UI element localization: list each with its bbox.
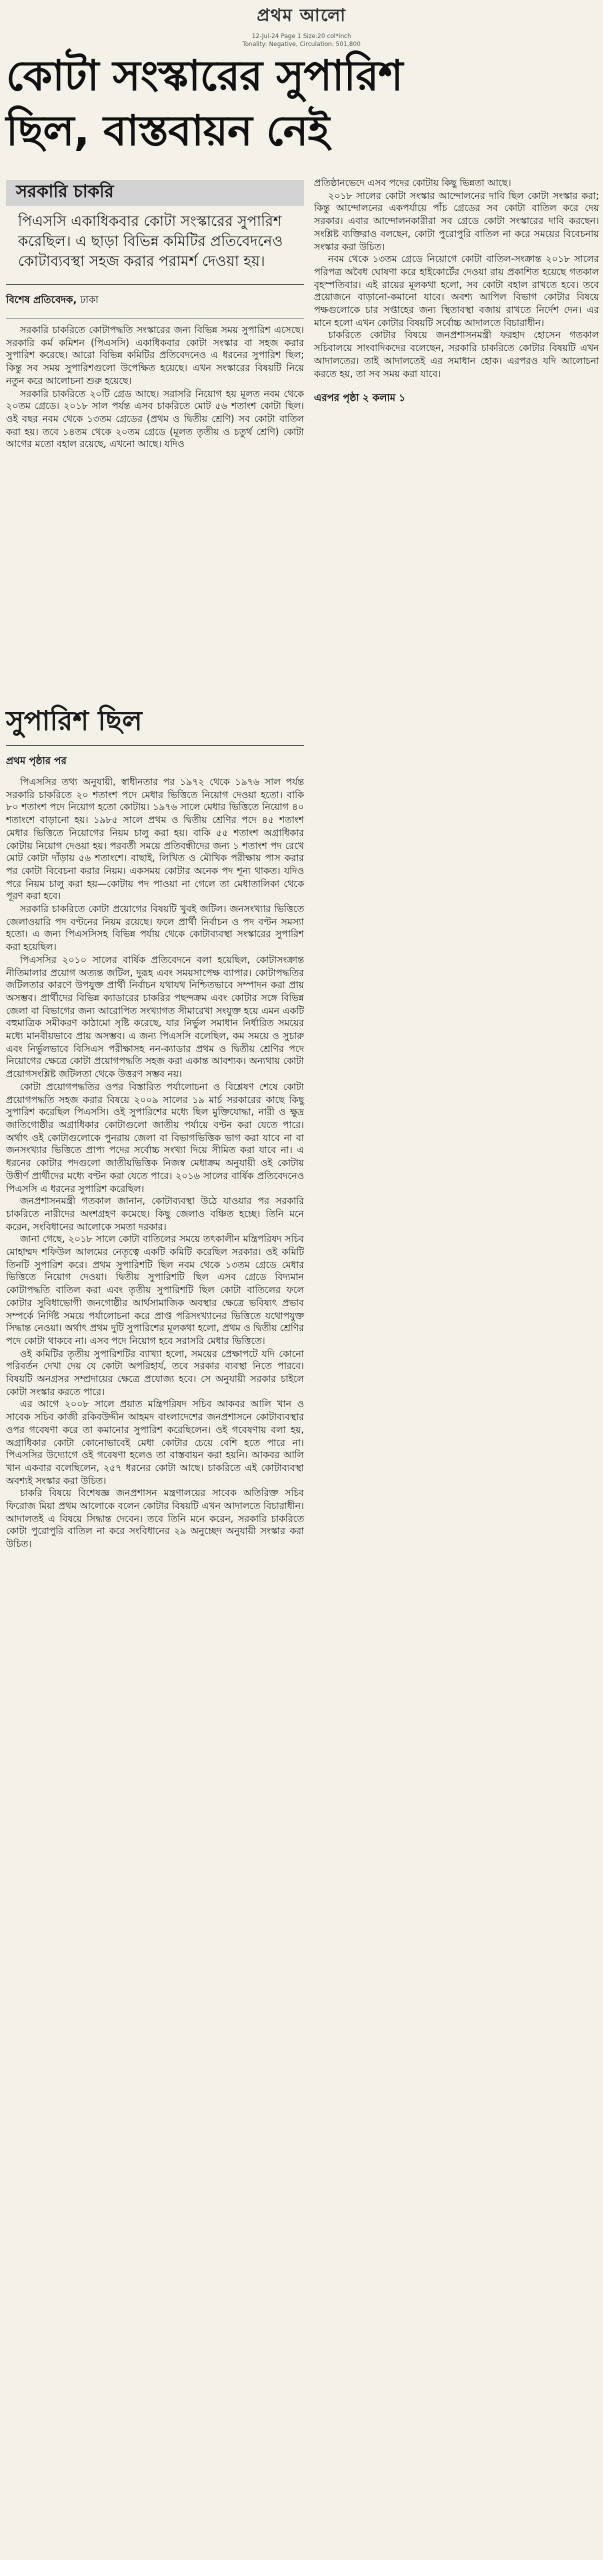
paragraph: এর আগে ২০০৮ সালে প্রয়াত মন্ত্রিপরিষদ সচিব আকবর আলি খান ও সাবেক সচিব কাজী রকিবউদ্দীন আহমদ বাংলাদেশের জনপ্রশাসনে কোটাব্যবস্থার ওপর গবেষণা করে তা কমানোর সুপারিশ করেছিলেন। ওই গবেষণায় বলা হয়, অগ্রাধিকার কোটা কোনোভাবেই মেধা কোটার চেয়ে বেশি হতে পারে না। পিএসসির উদ্যোগে ওই গবেষণা হলেও তা বাস্তবায়ন করা হয়নি। আকবর আলি খান একবার বলেছিলেন, ২৫৭ ধরনের কোটা আছে। চাকরিতে এই কোটাব্যবস্থা অবশ্যই সংস্কার করা উচিত। <box>6 1399 304 1487</box>
continued-on-page: এরপর পৃষ্ঠা ২ কলাম ১ <box>314 393 406 405</box>
left-column <box>6 180 304 452</box>
article-headline <box>6 48 598 158</box>
newspaper-logo: প্রথম আলো <box>256 6 347 26</box>
continuation-section <box>6 705 304 1552</box>
paragraph: পিএসসির তথ্য অনুযায়ী, স্বাধীনতার পর ১৯৭২ থেকে ১৯৭৬ সাল পর্যন্ত সরকারি চাকরিতে ২০ শতাংশ পদে মেধার ভিত্তিতে নিয়োগ দেওয়া হতো। বাকি ৮০ শতাংশ পদে নিয়োগ হতো কোটায়। ১৯৭৬ সালে মেধার ভিত্তিতে নিয়োগ ৪০ শতাংশে বাড়ানো হয়। ১৯৮৫ সালে প্রথম ও দ্বিতীয় শ্রেণির পদে ৪৫ শতাংশ মেধার ভিত্তিতে নিয়োগের নিয়ম চালু করা হয়। বাকি ৫৫ শতাংশ অগ্রাধিকার কোটায় নিয়োগ দেওয়া হয়। পরবর্তী সময়ে প্রতিবন্ধীদের জন্য ১ শতাংশ পদ রেখে মোট কোটা দাঁড়ায় ৫৬ শতাংশে। বাছাই, লিখিত ও মৌখিক পরীক্ষায় পাস করার পর কোটা বিবেচনা করার নিয়ম। একসময় কোটার অনেক পদ শূন্য থাকত। যদিও পরে নিয়ম চালু করা হয়—কোটায় পদ পাওয়া না গেলে তা মেধাতালিকা থেকে পূরণ করা হবে। <box>6 777 304 903</box>
paragraph: সরকারি চাকরিতে কোটাপদ্ধতি সংস্কারের জন্য বিভিন্ন সময় সুপারিশ এসেছে। সরকারি কর্ম কমিশন (পিএসসি) একাধিকবার কোটা সংস্কার বা সহজ করার সুপারিশ করেছে। আরো বিভিন্ন কমিটির প্রতিবেদনেও এ ধরনের সুপারিশ ছিল; কিন্তু সব সময় সুপারিশগুলো উপেক্ষিত হয়েছে। এখন সংস্কারের বিষয়টি নিয়ে নতুন করে আলোচনা শুরু হয়েছে। <box>6 325 304 387</box>
article-deck: পিএসসি একাধিকবার কোটা সংস্কারের সুপারিশ করেছিল। এ ছাড়া বিভিন্ন কমিটির প্রতিবেদনেও কোটাব্যবস্থা সহজ করার পরামর্শ দেওয়া হয়। <box>18 214 283 270</box>
byline-place: ঢাকা <box>76 295 99 306</box>
continuation-body <box>6 777 304 1552</box>
paragraph: কোটা প্রয়োগপদ্ধতির ওপর বিস্তারিত পর্যালোচনা ও বিশ্লেষণ শেষে কোটা প্রয়োগপদ্ধতি সহজ করার বিষয়ে ২০০৯ সালের ১৯ মার্চ সরকারের কাছে কিছু সুপারিশ করেছিল পিএসসি। ওই সুপারিশের মধ্যে ছিল মুক্তিযোদ্ধা, নারী ও ক্ষুদ্র জাতিগোষ্ঠীর অগ্রাধিকার কোটাগুলো জাতীয় পর্যায়ে বণ্টন করা যেতে পারে। অর্থাৎ ওই কোটাগুলোকে পুনরায় জেলা বা বিভাগভিত্তিক ভাগ করা যাবে না বা জনসংখ্যার ভিত্তিতে প্রাপ্য পদের সর্বোচ্চ সংখ্যা দিয়ে সীমিত করা যাবে না। এ ধরনের কোটার পদগুলো জাতীয়ভিত্তিক নিজস্ব মেধাক্রম অনুযায়ী ওই কোটায় উত্তীর্ণ প্রার্থীদের মধ্যে বণ্টন করা যেতে পারে। ২০১৬ সালের বার্ষিক প্রতিবেদনেও পিএসসি এ ধরনের সুপারিশ করেছিল। <box>6 1081 304 1195</box>
paragraph: নবম থেকে ১৩তম গ্রেডে নিয়োগে কোটা বাতিল-সংক্রান্ত ২০১৮ সালের পরিপত্র অবৈধ ঘোষণা করে হাইকোর্টের দেওয়া রায় প্রকাশিত হয়েছে গতকাল বৃহস্পতিবার। এই রায়ের মূলকথা হলো, সব কোটা বহাল রাখতে হবে। তবে প্রয়োজনে বাড়ানো-কমানো যাবে। অবশ্য আপিল বিভাগ কোটার বিষয়ে পক্ষগুলোকে চার সপ্তাহের জন্য স্থিতাবস্থা বজায় রাখতে নির্দেশ দেন। এর মানে হলো এখন কোটার বিষয়টি সর্বোচ্চ আদালতে বিচারাধীন। <box>314 254 599 329</box>
kicker-box <box>6 180 304 206</box>
paragraph: জানা গেছে, ২০১৮ সালে কোটা বাতিলের সময়ে তৎকালীন মন্ত্রিপরিষদ সচিব মোহাম্মদ শফিউল আলমের নেতৃত্বে একটি কমিটি করেছিল সরকার। ওই কমিটি তিনটি সুপারিশ করে। প্রথম সুপারিশটি ছিল নবম থেকে ১৩তম গ্রেডে মেধার ভিত্তিতে নিয়োগ দেওয়া। দ্বিতীয় সুপারিশটি ছিল এসব গ্রেডে বিদ্যমান কোটাপদ্ধতি বাতিল করা এবং তৃতীয় সুপারিশটি ছিল কোটা বাতিলের ফলে কোটার সুবিধাভোগী জনগোষ্ঠীর আর্থসামাজিক অবস্থার ক্ষেত্রে ভবিষ্যৎ প্রভাব সম্পর্কে নির্দিষ্ট সময়ে পর্যালোচনা করে প্রাপ্ত পরিসংখ্যানের ভিত্তিতে যথোপযুক্ত সিদ্ধান্ত নেওয়া। অর্থাৎ প্রথম দুটি সুপারিশের মূলকথা হলো, প্রথম ও দ্বিতীয় শ্রেণির পদে কোটা থাকবে না। এসব পদে নিয়োগ হবে সরাসরি মেধার ভিত্তিতে। <box>6 1234 304 1347</box>
byline-divider <box>6 318 304 319</box>
paragraph: ওই কমিটির তৃতীয় সুপারিশটির ব্যাখ্যা হলো, সময়ের প্রেক্ষাপটে যদি কোনো পরিবর্তন দেখা দেয় যে কোটা অপরিহার্য, তবে সরকার ব্যবস্থা নিতে পারবে। বিষয়টি অনগ্রসর সম্প্রদায়ের ক্ষেত্রে প্রযোজ্য হবে। সে অনুযায়ী সরকার চাইলে কোটা সংস্কার করতে পারে। <box>6 1348 304 1398</box>
paragraph: পিএসসির ২০১০ সালের বার্ষিক প্রতিবেদনে বলা হয়েছিল, কোটাসংক্রান্ত নীতিমালার প্রয়োগ অত্যন্ত জটিল, দুরূহ এবং সময়সাপেক্ষ ব্যাপার। কোটাপদ্ধতির জটিলতার কারণে উপযুক্ত প্রার্থী নির্বাচন যথাযথ নিশ্চিতভাবে সম্পাদন করা প্রায় অসম্ভব। প্রার্থীদের বিভিন্ন ক্যাডারের চাকরির পছন্দক্রম এবং কোটার সঙ্গে বিভিন্ন জেলা বা বিভাগের জন্য আরোপিত সংখ্যাগত সীমারেখা সংযুক্ত হয়ে এমন একটি বহুমাত্রিক সমীকরণ কাঠামো সৃষ্টি করেছে, যার নির্ভুল সমাধান নির্ধারিত সময়ের মধ্যে মানবীয়ভাবে প্রায় অসম্ভব। এ জন্য পিএসসি বলেছিল, কম সময়ে ও সুচারু এবং নির্ভুলভাবে বিসিএস পরীক্ষাসহ নন-ক্যাডার প্রথম ও দ্বিতীয় শ্রেণির পদে নিয়োগের ক্ষেত্রে কোটা প্রয়োগপদ্ধতি সহজ করা একান্ত আবশ্যক। অন্যথায় কোটা প্রয়োগসংশ্লিষ্ট জটিলতা থেকে উত্তরণ সম্ভব নয়। <box>6 954 304 1081</box>
paragraph: প্রতিষ্ঠানভেদে এসব পদের কোটায় কিছু ভিন্নতা আছে। <box>314 178 512 189</box>
byline <box>6 293 304 310</box>
right-column <box>314 178 599 408</box>
paragraph: জনপ্রশাসনমন্ত্রী গতকাল জানান, কোটাব্যবস্থা উঠে যাওয়ার পর সরকারি চাকরিতে নারীদের অংশগ্রহণ কমেছে। কিছু জেলাও বঞ্চিত হচ্ছে। তিনি মনে করেন, সংবিধানের আলোকে সমতা দরকার। <box>6 1196 304 1233</box>
continuation-title: সুপারিশ ছিল <box>6 706 143 737</box>
paragraph: সরকারি চাকরিতে ২০টি গ্রেড আছে। সরাসরি নিয়োগ হয় মূলত নবম থেকে ২০তম গ্রেডে। ২০১৮ সাল পর্যন্ত এসব চাকরিতে মোট ৫৬ শতাংশ কোটা ছিল। ওই বছর নবম থেকে ১৩তম গ্রেডের (প্রথম ও দ্বিতীয় শ্রেণি) সব কোটা বাতিল করা হয়। তবে ১৪তম থেকে ২০তম গ্রেডে (মূলত তৃতীয় ও চতুর্থ শ্রেণি) কোটা আগের মতো বহাল রয়েছে, এখনো আছে। যদিও <box>6 388 304 451</box>
right-body <box>314 178 599 381</box>
continued-from-page: প্রথম পৃষ্ঠার পর <box>6 756 67 767</box>
continuation-divider <box>6 745 304 746</box>
paragraph: চাকরি বিষয়ে বিশেষজ্ঞ জনপ্রশাসন মন্ত্রণালয়ের সাবেক অতিরিক্ত সচিব ফিরোজ মিয়া প্রথম আলোকে বলেন কোটার বিষয়টি এখন আদালতে বিচারাধীন। আদালতই এ বিষয়ে সিদ্ধান্ত দেবেন। তবে তিনি মনে করেন, সরকারি চাকরিতে কোটা পুরোপুরি বাতিল না করে সংবিধানের ২৯ অনুচ্ছেদ অনুযায়ী সংস্কার করা উচিত। <box>6 1488 304 1551</box>
paragraph: সরকারি চাকরিতে কোটা প্রয়োগের বিষয়টি খুবই জটিল। জনসংখ্যার ভিত্তিতে জেলাওয়ারি পদ বণ্টনের নিয়ম রয়েছে। ফলে প্রার্থী নির্বাচন ও পদ বণ্টন সমস্যা হতো। এ জন্য পিএসসিসহ বিভিন্ন পর্যায় থেকে কোটাব্যবস্থা সংস্কারের সুপারিশ করা হয়েছিল। <box>6 904 304 954</box>
left-body <box>6 325 304 452</box>
headline-line-2: ছিল, বাস্তবায়ন নেই <box>6 106 330 155</box>
paragraph: ২০১৮ সালের কোটা সংস্কার আন্দোলনের দাবি ছিল কোটা সংস্কার করা; কিন্তু আন্দোলনের একপর্যায়ে পাঁচ গ্রেডের সব কোটা বাতিল করে দেয় সরকার। এবার আন্দোলনকারীরা সব গ্রেডে কোটা সংস্কারের দাবি করছেন। সংশ্লিষ্ট ব্যক্তিরাও বলছেন, কোটা পুরোপুরি বাতিল না করে সময়ের বিবেচনায় সংস্কার করা উচিত। <box>314 190 599 253</box>
headline-line-1: কোটা সংস্কারের সুপারিশ <box>6 51 403 100</box>
deck-divider <box>6 284 304 285</box>
clipping-meta <box>0 33 603 48</box>
clipping-circulation: Tonality: Negative, Circulation: 501,800 <box>242 40 361 48</box>
clipping-date-page: 12-Jul-24 Page 1 Size:20 col*inch <box>251 33 352 40</box>
paragraph: চাকরিতে কোটার বিষয়ে জনপ্রশাসনমন্ত্রী ফরহাদ হোসেন গতকাল সচিবালয়ে সাংবাদিকদের বলেছেন, সরকারি চাকরিতে কোটার বিষয়টি এখন আদালতের। তাই আদালতেই এর সমাধান হোক। এরপরও যদি আলোচনা করতে হয়, তা সব সময় করা যাবে। <box>314 330 599 380</box>
byline-author: বিশেষ প্রতিবেদক, <box>6 295 77 306</box>
kicker-label: সরকারি চাকরি <box>16 182 114 202</box>
masthead <box>0 0 603 48</box>
